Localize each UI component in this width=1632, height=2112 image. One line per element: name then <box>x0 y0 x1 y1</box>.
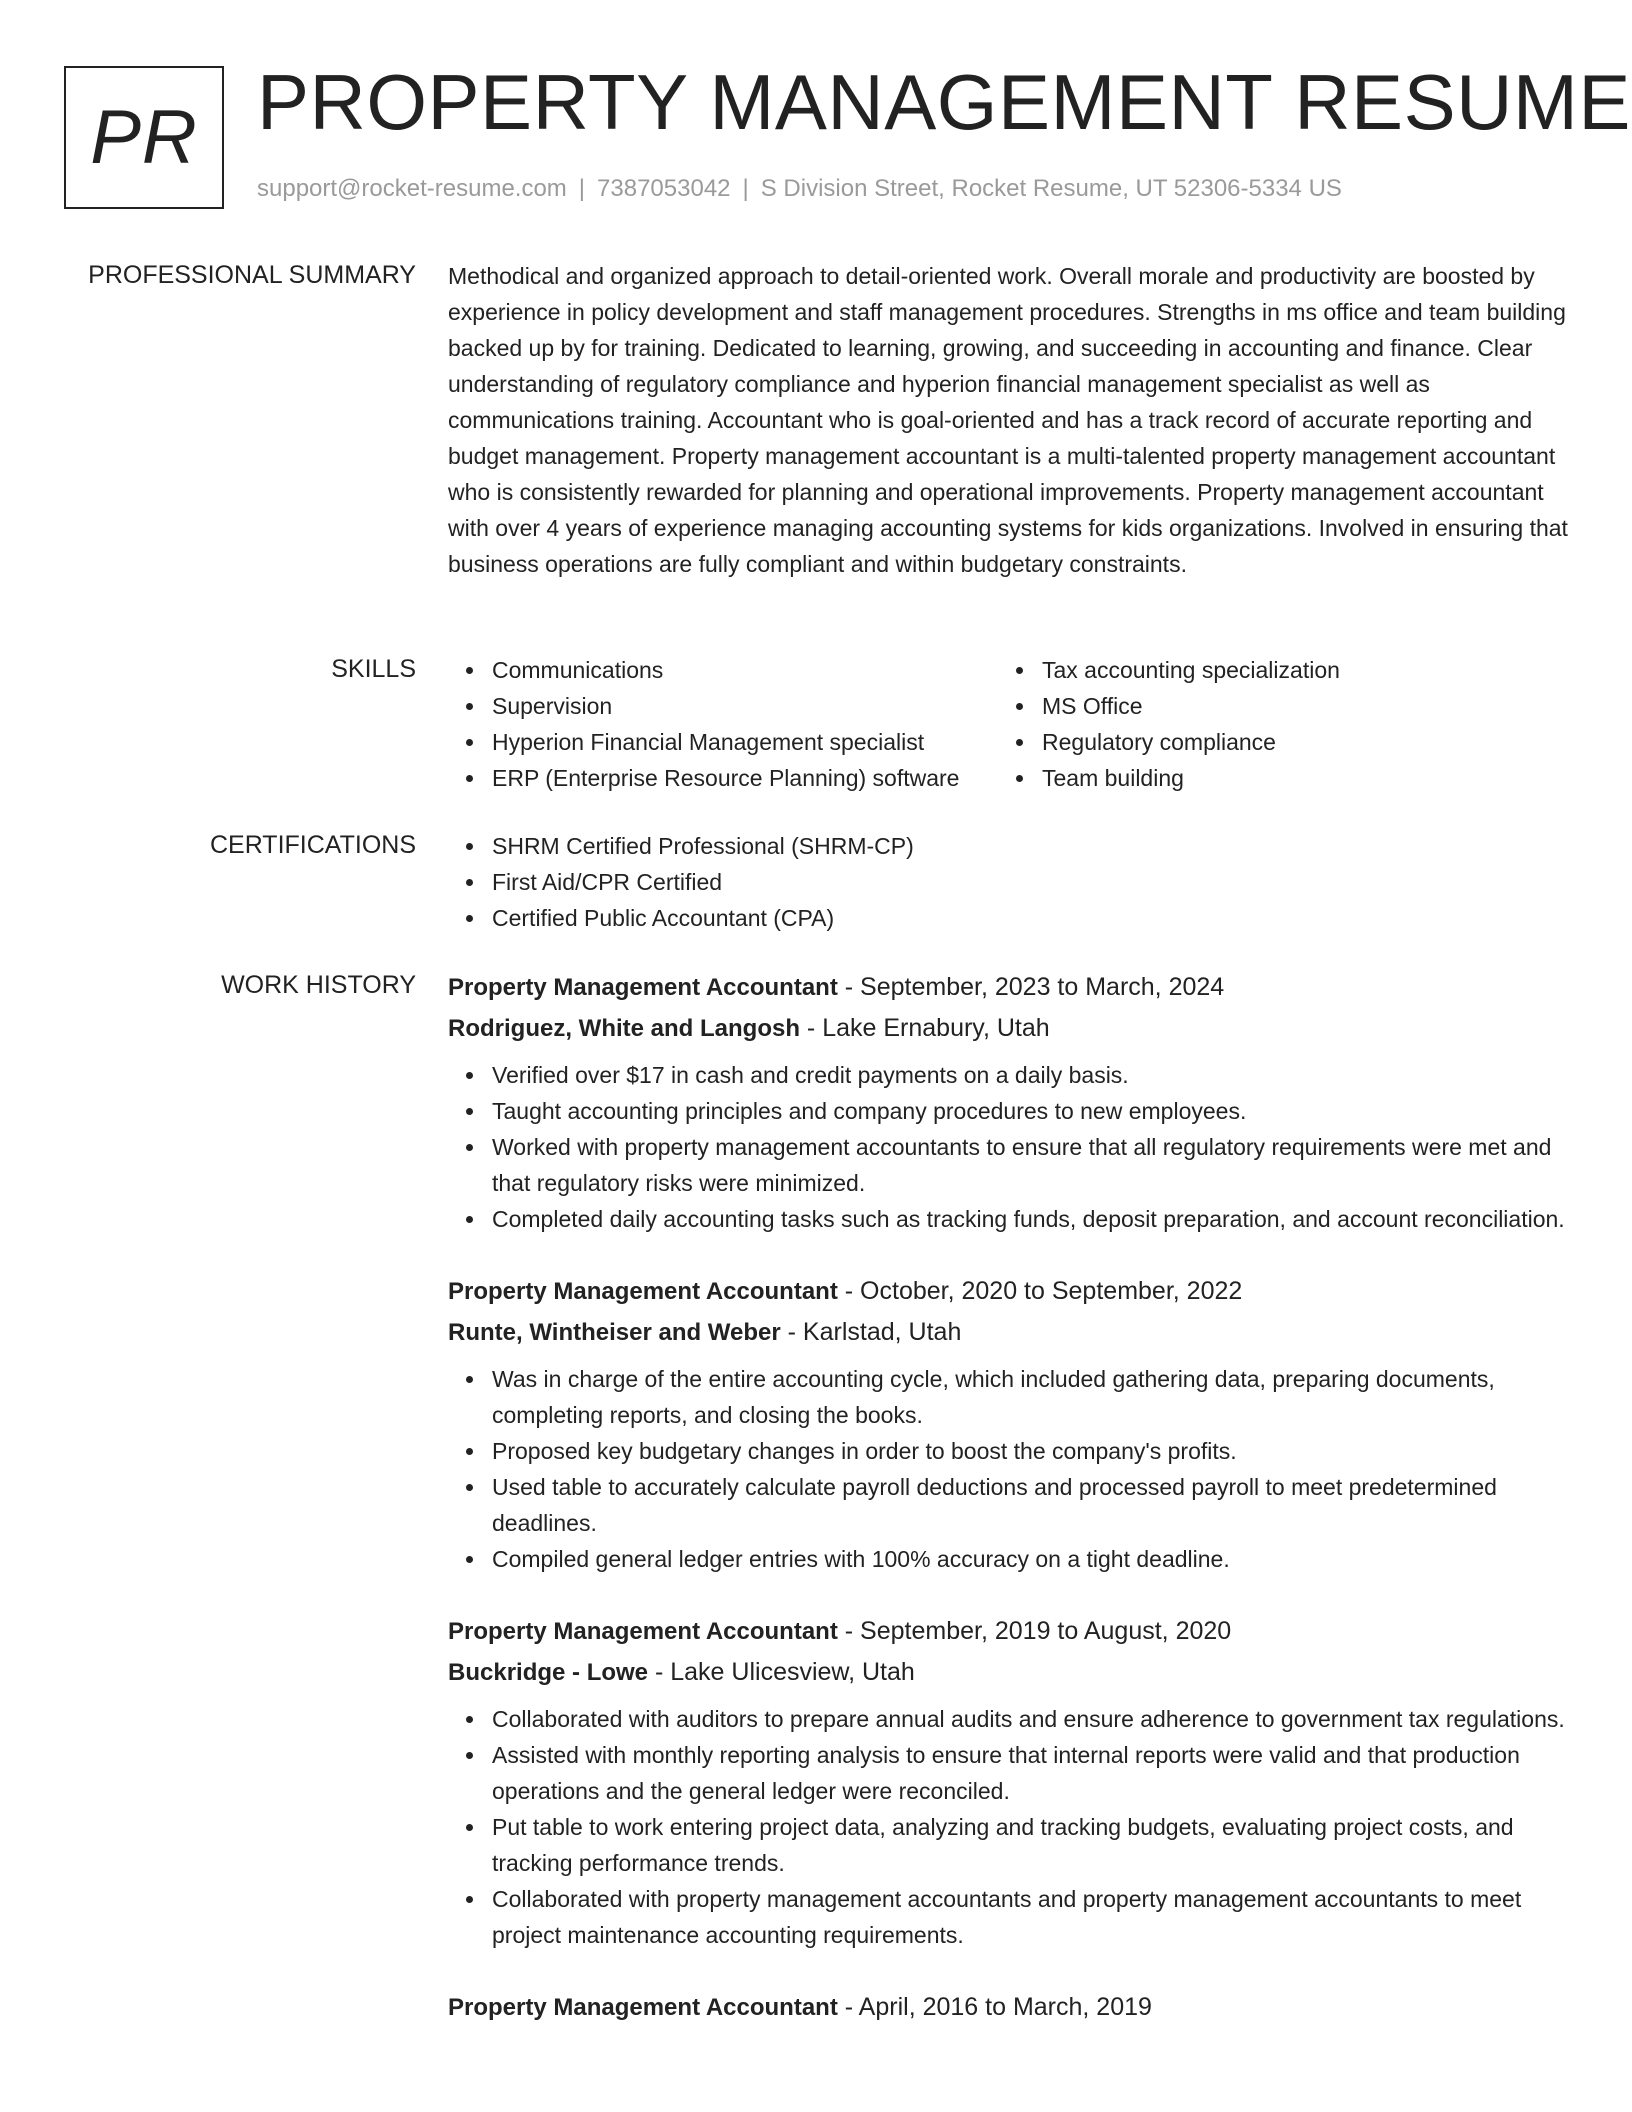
contact-email[interactable]: support@rocket-resume.com <box>257 175 567 202</box>
certifications-heading: CERTIFICATIONS <box>209 831 416 859</box>
skill-item: ERP (Enterprise Resource Planning) software <box>448 760 998 796</box>
job-company: Rodriguez, White and Langosh <box>448 1015 800 1042</box>
job-title: Property Management Accountant <box>448 1994 838 2021</box>
skills-heading: SKILLS <box>331 655 416 683</box>
job-bullet: Was in charge of the entire accounting cycle, which included gathering data, preparing documents, completing reports, and closing the books. <box>448 1361 1570 1433</box>
contact-line <box>257 175 1342 203</box>
job-title-line <box>448 1611 1570 1652</box>
job-entry <box>448 1271 1570 1577</box>
job-dates: - September, 2023 to March, 2024 <box>837 973 1225 1001</box>
skill-item: MS Office <box>998 688 1548 724</box>
certification-item: SHRM Certified Professional (SHRM-CP) <box>448 828 1570 864</box>
job-bullet: Assisted with monthly reporting analysis to ensure that internal reports were valid and that production operations and the general ledger were reconciled. <box>448 1737 1570 1809</box>
job-title-line <box>448 1271 1570 1312</box>
job-company: Buckridge - Lowe <box>448 1659 649 1686</box>
skills-column-1 <box>448 652 998 796</box>
contact-separator: | <box>578 175 586 202</box>
job-bullet: Compiled general ledger entries with 100% accuracy on a tight deadline. <box>448 1541 1570 1577</box>
job-bullet: Verified over $17 in cash and credit payments on a daily basis. <box>448 1057 1570 1093</box>
skill-item: Tax accounting specialization <box>998 652 1548 688</box>
job-bullet: Collaborated with auditors to prepare annual audits and ensure adherence to government tax regulations. <box>448 1701 1570 1737</box>
job-location: - Karlstad, Utah <box>780 1318 962 1346</box>
job-dates: - October, 2020 to September, 2022 <box>837 1277 1243 1305</box>
job-bullet: Taught accounting principles and company procedures to new employees. <box>448 1093 1570 1129</box>
contact-separator: | <box>742 175 749 202</box>
job-company-line <box>448 1312 1570 1353</box>
job-title: Property Management Accountant <box>448 1278 838 1305</box>
job-bullet: Collaborated with property management accountants and property management accountants to meet project maintenance accounting requirements. <box>448 1881 1570 1953</box>
certification-item: First Aid/CPR Certified <box>448 864 1570 900</box>
job-bullet: Worked with property management accountants to ensure that all regulatory requirements were met and that regulatory risks were minimized. <box>448 1129 1570 1201</box>
job-bullets <box>448 1361 1570 1577</box>
monogram-initials: PR <box>90 95 198 180</box>
summary-heading: PROFESSIONAL SUMMARY <box>88 261 416 289</box>
job-dates: - September, 2019 to August, 2020 <box>837 1617 1232 1645</box>
skill-item: Hyperion Financial Management specialist <box>448 724 998 760</box>
job-bullet: Put table to work entering project data, analyzing and tracking budgets, evaluating project costs, and tracking performance trends. <box>448 1809 1570 1881</box>
job-company: Runte, Wintheiser and Weber <box>448 1319 781 1346</box>
resume-title: PROPERTY MANAGEMENT RESUME <box>257 58 1631 146</box>
job-bullets <box>448 1057 1570 1237</box>
job-company-line <box>448 1008 1570 1049</box>
skill-item: Supervision <box>448 688 998 724</box>
contact-address: S Division Street, Rocket Resume, UT 52306-5334 US <box>760 175 1342 202</box>
work-history-body <box>448 967 1570 2062</box>
certification-item: Certified Public Accountant (CPA) <box>448 900 1570 936</box>
job-title: Property Management Accountant <box>448 974 838 1001</box>
job-bullet: Completed daily accounting tasks such as tracking funds, deposit preparation, and account reconciliation. <box>448 1201 1570 1237</box>
skills-grid <box>448 652 1570 796</box>
skill-item: Regulatory compliance <box>998 724 1548 760</box>
job-bullets <box>448 1701 1570 1953</box>
contact-phone[interactable]: 7387053042 <box>597 175 731 202</box>
skill-item: Communications <box>448 652 998 688</box>
job-bullet: Proposed key budgetary changes in order to boost the company's profits. <box>448 1433 1570 1469</box>
job-company-line <box>448 1652 1570 1693</box>
monogram-box <box>64 66 224 209</box>
job-location: - Lake Ernabury, Utah <box>799 1014 1050 1042</box>
job-title-line <box>448 967 1570 1008</box>
work-history-heading: WORK HISTORY <box>221 971 416 999</box>
skills-column-2 <box>998 652 1548 796</box>
job-bullet: Used table to accurately calculate payroll deductions and processed payroll to meet predetermined deadlines. <box>448 1469 1570 1541</box>
certifications-list <box>448 828 1570 936</box>
job-title: Property Management Accountant <box>448 1618 838 1645</box>
certifications-body <box>448 828 1570 936</box>
job-dates: - April, 2016 to March, 2019 <box>837 1993 1152 2021</box>
job-entry <box>448 1987 1570 2028</box>
job-entry <box>448 1611 1570 1953</box>
skill-item: Team building <box>998 760 1548 796</box>
job-entry <box>448 967 1570 1237</box>
job-title-line <box>448 1987 1570 2028</box>
job-location: - Lake Ulicesview, Utah <box>648 1658 915 1686</box>
summary-text: Methodical and organized approach to detail-oriented work. Overall morale and productivity are boosted by experience in policy development and staff management procedures. Strengths in ms office and team building backed up by for training. Dedicated to learning, growing, and succeeding in accounting and finance. Clear understanding of regulatory compliance and hyperion financial management specialist as well as communications training. Accountant who is goal-oriented and has a track record of accurate reporting and budget management. Property management accountant is a multi-talented property management accountant who is consistently rewarded for planning and operational improvements. Property management accountant with over 4 years of experience managing accounting systems for kids organizations. Involved in ensuring that business operations are fully compliant and within budgetary constraints. <box>448 263 1568 577</box>
